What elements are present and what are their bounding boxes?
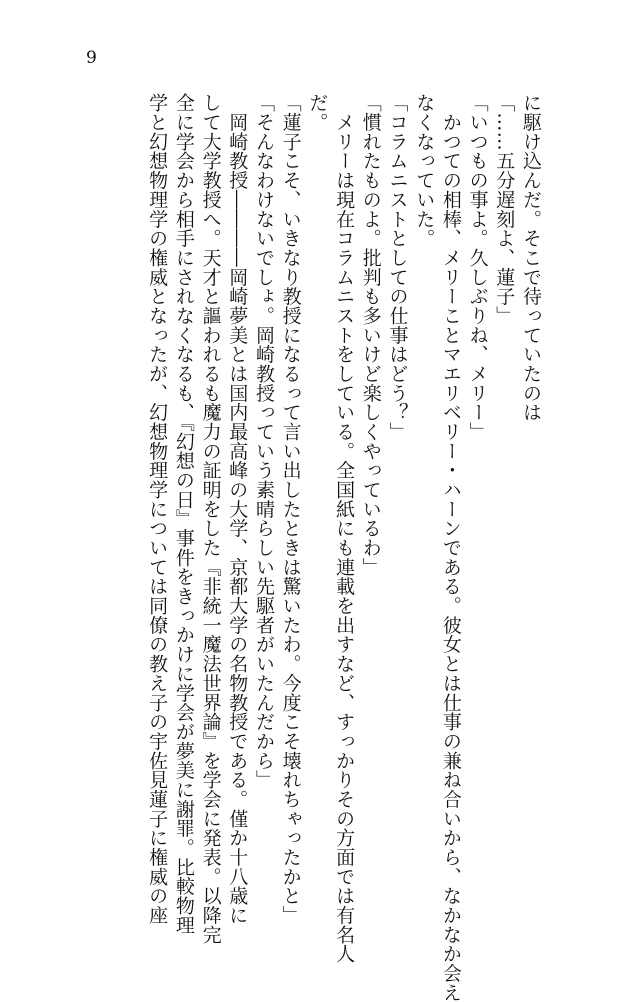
text-line: 学と幻想物理学の権威となったが、幻想物理学については同僚の教え子の宇佐見蓮子に権威の座 xyxy=(146,93,169,925)
page-number: 9 xyxy=(86,48,97,68)
text-line: 全に学会から相手にされなくなるも、『幻想の日』事件をきっかけに学会が夢美に謝罪。比較物理 xyxy=(172,93,195,935)
text-line: に駆け込んだ。そこで待っていたのは xyxy=(520,93,542,422)
text-line: 「コラムニストとしての仕事はどう？」 xyxy=(386,93,409,442)
text-line: かつての相棒、メリーことマエリベリー・ハーンである。彼女とは仕事の兼ね合いから、なかなか会え xyxy=(439,93,462,1002)
text-line: 「いつもの事よ。久しぶりね、メリー」 xyxy=(466,93,489,442)
text-line: なくなっていた。 xyxy=(413,93,436,248)
body-text xyxy=(64,93,544,1002)
text-line: して大学教授へ。天才と謳われるも魔力の証明をした『非統一魔法世界論』を学会に発表。以降完 xyxy=(199,93,222,944)
text-line: 「慣れたものよ。批判も多いけど楽しくやっているわ」 xyxy=(359,93,382,577)
text-line: メリーは現在コラムニストをしている。全国紙にも連載を出すなど、すっかりその方面では有名人 xyxy=(333,93,356,964)
text-line: 「そんなわけないでしょ。岡崎教授っていう素晴らしい先駆者がいたんだから」 xyxy=(252,93,275,790)
text-line: 「……五分遅刻よ、蓮子」 xyxy=(493,93,516,326)
text-line: 「蓮子こそ、いきなり教授になるって言い出したときは驚いたわ。今度こそ壊れちゃったかと」 xyxy=(279,93,302,925)
text-line: 岡崎教授――――岡崎夢美とは国内最高峰の大学、京都大学の名物教授である。僅か十八歳に xyxy=(226,93,249,925)
text-line: だ。 xyxy=(306,93,329,132)
